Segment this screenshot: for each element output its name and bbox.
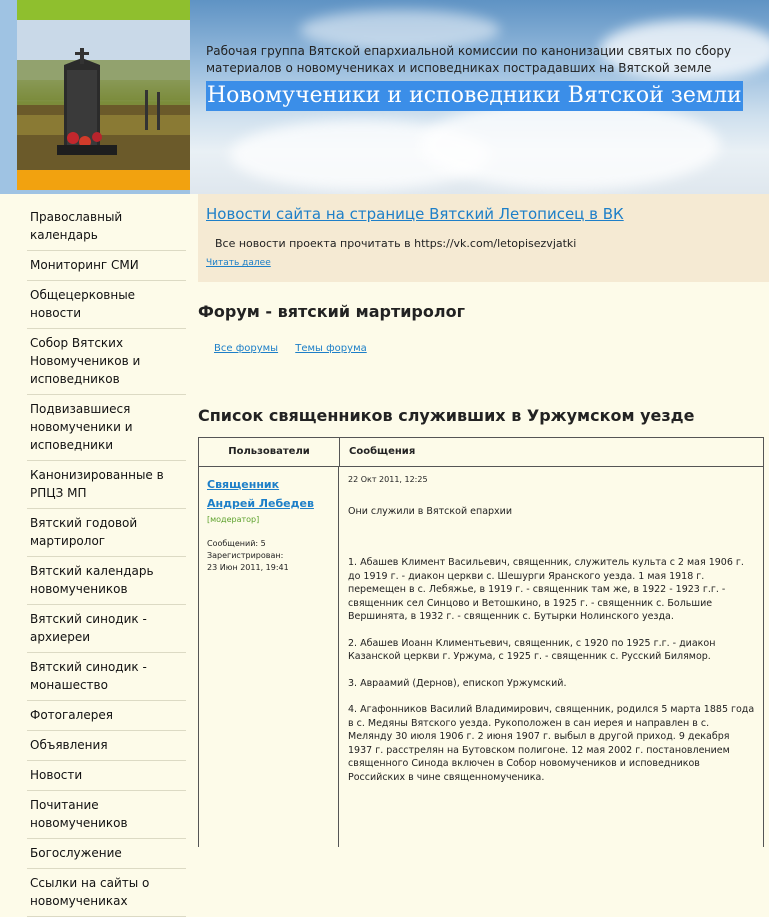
orange-accent-bar	[17, 170, 190, 190]
main-content	[198, 194, 769, 847]
all-forums-link[interactable]: Все форумы	[214, 343, 279, 354]
post-paragraph: 2. Абашев Иоанн Климентьевич, священник, с 1920 по 1925 г.г. - диакон Казанской церкви г. Уржума, с 1925 г. - священник с. Русский Билямор.	[348, 637, 716, 662]
sidebar-item-news[interactable]: Новости	[27, 761, 186, 791]
post-author-cell	[199, 467, 339, 847]
author-registered-label: Зарегистрирован:	[207, 551, 284, 560]
forum-topics-link[interactable]: Темы форума	[295, 343, 367, 354]
header-photo-column	[0, 0, 190, 194]
sidebar-item-veneration[interactable]: Почитание новомучеников	[27, 791, 186, 839]
news-box	[198, 194, 769, 282]
sidebar-item-synodik-bishops[interactable]: Вятский синодик - архиереи	[27, 605, 186, 653]
post-paragraph: 4. Агафонников Василий Владимирович, священник, родился 5 марта 1885 года в с. Медяны Вятского уезда. Рукоположен в сан иерея и направлен в с. Мелянду 30 июля 1906 г. 2 июня 1907 г. выбыл в другой приход. 9 декабря 1937 г. расстрелян на Бутовском полигоне. 12 мая 2002 г. постановлением священного Синода включен в Собор новомучеников и исповедников Российских в чине священномученика.	[348, 704, 755, 783]
post-date: 22 Окт 2011, 12:25	[348, 475, 428, 484]
post-paragraph: 1. Абашев Климент Васильевич, священник, служитель культа с 2 мая 1906 г. до 1919 г. - диакон церкви с. Шешурги Яранского уезда. 1 мая 1918 г. перемещен в с. Лебяжье, в 1919 г. - священник там же, в 1922 - 1923 г.г. - священник сел Синцово и Ветошкино, в 1925 г. - священник с. Большие Вершинята, в 1932 г. - священник с. Бутырки Нолинского уезда.	[348, 557, 744, 622]
sidebar-item-sobor[interactable]: Собор Вятских Новомучеников и исповедников	[27, 329, 186, 395]
sidebar-item-ascetics[interactable]: Подвизавшиеся новомученики и исповедники	[27, 395, 186, 461]
messages-column-header: Сообщения	[349, 446, 416, 457]
news-title-link[interactable]: Новости сайта на странице Вятский Летописец в ВК	[206, 205, 624, 223]
memorial-photo	[17, 20, 190, 170]
author-meta	[207, 538, 330, 574]
post-paragraph: 3. Авраамий (Дернов), епископ Уржумский.	[348, 677, 567, 689]
sidebar-nav	[27, 203, 186, 917]
author-link[interactable]: Священник Андрей Лебедев	[207, 478, 314, 510]
sidebar-item-martyrology[interactable]: Вятский годовой мартиролог	[27, 509, 186, 557]
forum-breadcrumb	[214, 343, 769, 354]
site-header	[0, 0, 769, 194]
sidebar-item-photogallery[interactable]: Фотогалерея	[27, 701, 186, 731]
topic-title: Список священников служивших в Уржумском уезде	[198, 406, 695, 425]
read-more-link[interactable]: Читать далее	[206, 258, 271, 268]
header-text	[206, 43, 766, 111]
author-registered-date: 23 Июн 2011, 19:41	[207, 563, 289, 572]
post-content-cell	[339, 467, 763, 847]
site-title[interactable]: Новомученики и исповедники Вятской земли	[206, 81, 743, 111]
author-role: [модератор]	[207, 515, 260, 524]
site-subtitle: Рабочая группа Вятской епархиальной комиссии по канонизации святых по сбору материалов о новомучениках и исповедниках пострадавших на Вятской земле	[206, 44, 732, 75]
sidebar-item-church-news[interactable]: Общецерковные новости	[27, 281, 186, 329]
users-column-header: Пользователи	[199, 438, 340, 466]
post-intro: Они служили в Вятской епархии	[348, 505, 513, 517]
sidebar-item-announcements[interactable]: Объявления	[27, 731, 186, 761]
sidebar-item-martyrs-calendar[interactable]: Вятский календарь новомучеников	[27, 557, 186, 605]
author-message-count: Сообщений: 5	[207, 539, 266, 548]
sidebar-item-links[interactable]: Ссылки на сайты о новомучениках	[27, 869, 186, 917]
sidebar-item-worship[interactable]: Богослужение	[27, 839, 186, 869]
sidebar-item-rocor-canonized[interactable]: Канонизированные в РПЦЗ МП	[27, 461, 186, 509]
sidebar-item-media-monitoring[interactable]: Мониторинг СМИ	[27, 251, 186, 281]
green-accent-bar	[17, 0, 190, 20]
posts-table-header	[199, 438, 763, 467]
table-row	[199, 467, 763, 847]
news-body: Все новости проекта прочитать в https://vk.com/letopisezvjatki	[215, 237, 577, 250]
forum-title: Форум - вятский мартиролог	[198, 302, 465, 321]
sidebar-item-synodik-monks[interactable]: Вятский синодик - монашество	[27, 653, 186, 701]
posts-table	[198, 437, 764, 847]
sidebar-item-calendar[interactable]: Православный календарь	[27, 203, 186, 251]
